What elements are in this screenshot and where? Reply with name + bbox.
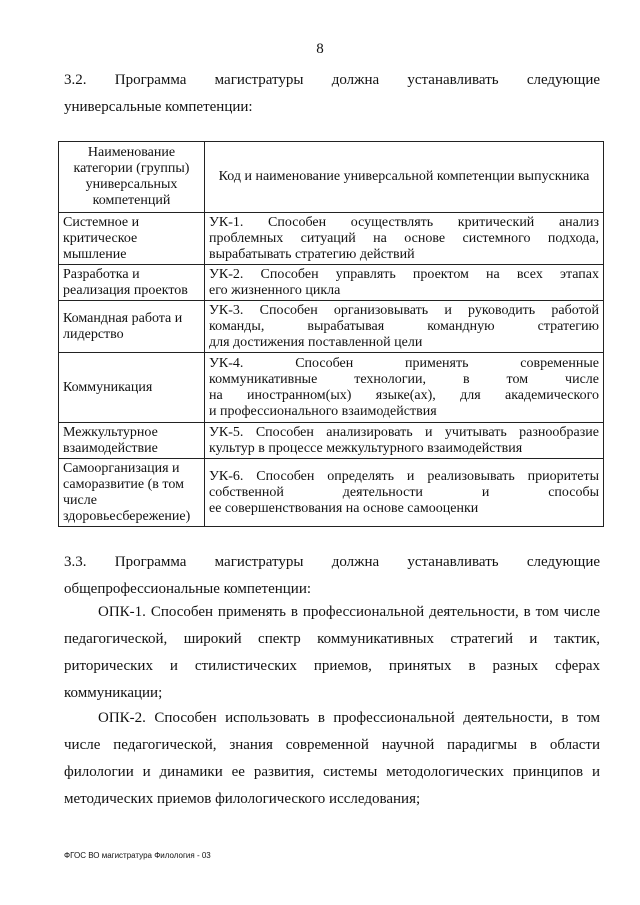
universal-competencies-table: [58, 141, 604, 527]
page-number: 8: [316, 41, 324, 57]
row-competence: [205, 265, 604, 301]
row-category: Межкультурное взаимодействие: [59, 423, 205, 459]
table-row: [59, 353, 604, 423]
competence-line: его жизненного цикла: [209, 282, 341, 298]
row-category: Командная работа и лидерство: [59, 301, 205, 353]
competence-line: на иностранном(ых) языке(ах), для академического: [209, 387, 599, 403]
row-competence: [205, 459, 604, 527]
row-category: Самоорганизация и саморазвитие (в том числе здоровьесбережение): [59, 459, 205, 527]
row-category: Системное и критическое мышление: [59, 213, 205, 265]
competence-line: УК-5. Способен анализировать и учитывать разнообразие: [209, 424, 599, 440]
competence-line: УК-6. Способен определять и реализовывать приоритеты: [209, 468, 599, 484]
row-competence: [205, 353, 604, 423]
opk-1-paragraph: ОПК-1. Способен применять в профессиональной деятельности, в том числе педагогической, широкий спектр коммуникативных стратегий и тактик, риторических и стилистических приемов, принятых в разных сферах коммуникации;: [64, 604, 600, 701]
row-competence: [205, 301, 604, 353]
competence-line: и профессионального взаимодействия: [209, 403, 437, 419]
row-category: Коммуникация: [59, 353, 205, 423]
competence-line: команды, вырабатывая командную стратегию: [209, 318, 599, 334]
header-category: Наименование категории (группы) универсальных компетенций: [59, 142, 205, 213]
opk-2-paragraph: ОПК-2. Способен использовать в профессиональной деятельности, в том числе педагогической, знания современной научной парадигмы в области филологии и динамики ее развития, системы методологических принципов и методических приемов филологического исследования;: [64, 710, 600, 807]
section-3-3-line1: 3.3. Программа магистратуры должна устанавливать следующие: [64, 554, 600, 570]
table-row: [59, 265, 604, 301]
footer-note: ФГОС ВО магистратура Филология - 03: [64, 851, 211, 860]
header-competence: Код и наименование универсальной компетенции выпускника: [205, 142, 604, 213]
competence-line: УК-4. Способен применять современные: [209, 355, 599, 371]
competence-line: собственной деятельности и способы: [209, 484, 599, 500]
competence-line: УК-2. Способен управлять проектом на всех этапах: [209, 266, 599, 282]
competence-line: УК-3. Способен организовывать и руководить работой: [209, 302, 599, 318]
section-3-2-line1: 3.2. Программа магистратуры должна устанавливать следующие: [64, 72, 600, 88]
row-competence: [205, 213, 604, 265]
competence-line: вырабатывать стратегию действий: [209, 246, 415, 262]
table-row: [59, 213, 604, 265]
table-row: [59, 301, 604, 353]
section-3-2-line2: универсальные компетенции:: [64, 99, 253, 115]
competence-line: ее совершенствования на основе самооценки: [209, 500, 479, 516]
competence-line: культур в процессе межкультурного взаимодействия: [209, 440, 523, 456]
competence-line: УК-1. Способен осуществлять критический анализ: [209, 214, 599, 230]
competence-line: для достижения поставленной цели: [209, 334, 423, 350]
table-row: [59, 459, 604, 527]
row-category: Разработка и реализация проектов: [59, 265, 205, 301]
competence-line: коммуникативные технологии, в том числе: [209, 371, 599, 387]
row-competence: [205, 423, 604, 459]
section-3-3-line2: общепрофессиональные компетенции:: [64, 581, 312, 597]
competence-line: проблемных ситуаций на основе системного подхода,: [209, 230, 599, 246]
table-header-row: [59, 142, 604, 213]
table-row: [59, 423, 604, 459]
